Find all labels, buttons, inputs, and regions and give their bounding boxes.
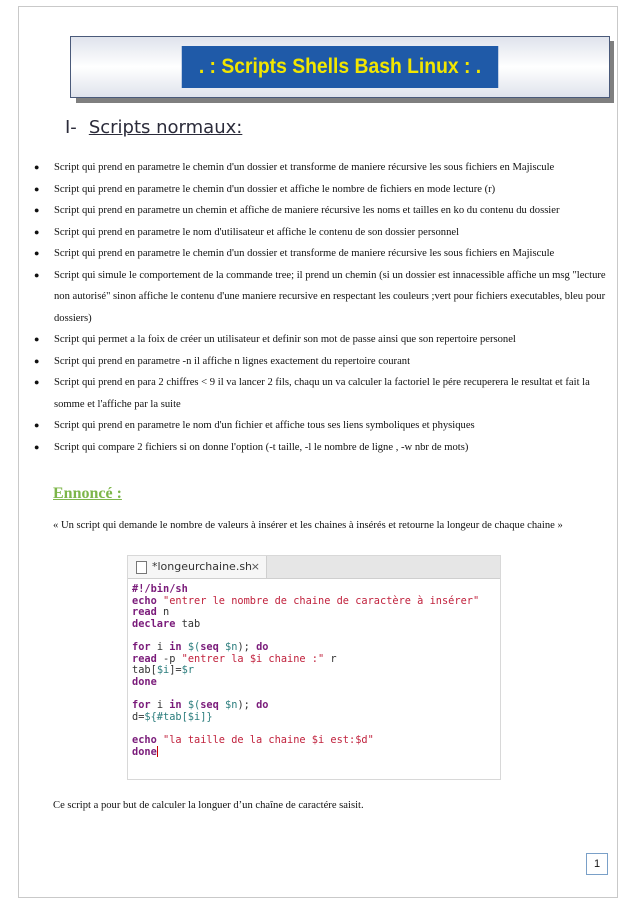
- editor-tab-label: *longeurchaine.sh: [152, 560, 253, 573]
- enonce-heading: Ennoncé :: [53, 485, 122, 502]
- list-item-text: Script qui prend en parametre le nom d'un fichier et affiche tous ses liens symboliques et physiques: [54, 420, 475, 431]
- list-item-text: Script qui prend en parametre -n il affiche n lignes exactement du repertoire courant: [54, 355, 411, 367]
- list-item: [34, 437, 614, 459]
- code-token: for: [132, 640, 151, 653]
- code-token: tab: [181, 617, 201, 630]
- code-token: );: [237, 640, 250, 653]
- code-token: $n: [225, 698, 238, 711]
- list-item-text: Script qui prend en parametre le chemin d'un dossier et transforme de maniere récursive les sous fichiers en Majiscule: [54, 162, 555, 173]
- section-title: Scripts normaux:: [88, 117, 243, 138]
- section-heading: [65, 117, 242, 138]
- code-token: -p: [163, 652, 176, 665]
- bullet-icon: ●: [34, 226, 40, 237]
- code-token: do: [256, 698, 269, 711]
- page-number: 1: [586, 853, 608, 875]
- bullet-icon: ●: [34, 162, 40, 172]
- script-list: [34, 157, 614, 458]
- list-item: [34, 179, 614, 201]
- list-item: [34, 200, 614, 222]
- code-block: [128, 579, 500, 759]
- editor-tabbar: [128, 556, 500, 579]
- editor-tab[interactable]: [128, 556, 267, 578]
- list-item: [34, 157, 614, 179]
- code-token: $(: [187, 698, 201, 711]
- list-item: [34, 265, 614, 330]
- code-token: read: [132, 652, 157, 665]
- code-token: $(: [187, 640, 201, 653]
- file-icon: [136, 561, 147, 574]
- code-token: $i: [156, 664, 170, 677]
- list-item-text: Script qui simule le comportement de la commande tree; il prend un chemin (si un dossier est innacessible affiche un msg "lecture non autorisé" sinon affiche le contenu d'une maniere recursive en respectant les couleurs ;vert pour fichiers executables, bleu pour dossiers): [54, 269, 606, 324]
- list-item-text: Script qui prend en para 2 chiffres < 9 il va lancer 2 fils, chaqu un va calculer la factoriel le pére recuperera le resultat et fait la somme et l'affiche par la suite: [54, 377, 590, 410]
- code-token: ${#tab[$i]}: [144, 710, 213, 723]
- list-item: [34, 372, 614, 415]
- code-shebang: #!/bin/sh: [132, 583, 188, 595]
- bullet-icon: ●: [34, 334, 40, 344]
- bullet-icon: ●: [34, 248, 40, 258]
- bullet-icon: ●: [34, 269, 40, 280]
- bullet-icon: ●: [34, 377, 40, 387]
- list-item-text: Script qui prend en parametre le chemin d'un dossier et affiche le nombre de fichiers en mode lecture (r): [54, 183, 496, 195]
- code-token: tab[: [132, 664, 157, 677]
- section-number: I-: [65, 117, 77, 138]
- list-item-text: Script qui compare 2 fichiers si on donne l'option (-t taille, -l le nombre de ligne , -w nbr de mots): [54, 441, 469, 453]
- code-string: "entrer le nombre de chaine de caractère à insérer": [163, 594, 480, 607]
- bullet-icon: ●: [34, 420, 40, 430]
- close-icon[interactable]: ×: [250, 560, 260, 573]
- code-token: in: [169, 640, 182, 653]
- list-item-text: Script qui prend en parametre un chemin et affiche de maniere récursive les noms et tailles en ko du contenu du dossier: [54, 205, 560, 216]
- list-item-text: Script qui prend en parametre le nom d'utilisateur et affiche le contenu de son dossier personnel: [54, 226, 460, 238]
- code-string: "la taille de la chaine $i est:$d": [163, 733, 374, 746]
- enonce-quote: « Un script qui demande le nombre de valeurs à insérer et les chaines à insérés et retourne la longeur de chaque chaine »: [53, 520, 563, 531]
- code-token: );: [237, 698, 250, 711]
- bullet-icon: ●: [34, 205, 40, 215]
- code-token: $r: [181, 664, 195, 677]
- code-token: i: [156, 640, 164, 653]
- code-token: echo: [132, 594, 157, 607]
- code-token: i: [156, 698, 164, 711]
- code-token: ]=: [169, 664, 182, 677]
- list-item: [34, 415, 614, 437]
- code-token: done: [132, 746, 157, 759]
- code-token: seq: [200, 640, 219, 653]
- bullet-icon: ●: [34, 183, 40, 194]
- code-token: d=: [132, 710, 145, 723]
- bullet-icon: ●: [34, 355, 40, 366]
- code-token: for: [132, 698, 151, 711]
- list-item: [34, 351, 614, 373]
- code-token: n: [163, 606, 170, 619]
- list-item-text: Script qui permet a la foix de créer un utilisateur et definir son mot de passe ainsi que son repertoire personel: [54, 334, 516, 345]
- list-item: [34, 222, 614, 244]
- code-string: "entrer la $i chaine :": [181, 652, 325, 665]
- code-token: echo: [132, 733, 157, 746]
- code-token: seq: [200, 698, 219, 711]
- code-token: do: [256, 640, 269, 653]
- code-token: in: [169, 698, 182, 711]
- list-item: [34, 243, 614, 265]
- code-token: read: [132, 606, 157, 619]
- caption-text: Ce script a pour but de calculer la longuer d’un chaîne de caractére saisit.: [53, 800, 364, 811]
- code-token: done: [132, 675, 157, 688]
- text-cursor: [157, 746, 158, 757]
- code-editor-screenshot: [127, 555, 501, 780]
- code-token: declare: [132, 617, 176, 630]
- list-item: [34, 329, 614, 351]
- code-token: $n: [225, 640, 238, 653]
- bullet-icon: ●: [34, 441, 40, 452]
- page-title: . : Scripts Shells Bash Linux : .: [182, 46, 498, 88]
- code-token: r: [330, 652, 337, 665]
- list-item-text: Script qui prend en parametre le chemin d'un dossier et transforme de maniere récursive les sous fichiers en Majiscule: [54, 248, 555, 259]
